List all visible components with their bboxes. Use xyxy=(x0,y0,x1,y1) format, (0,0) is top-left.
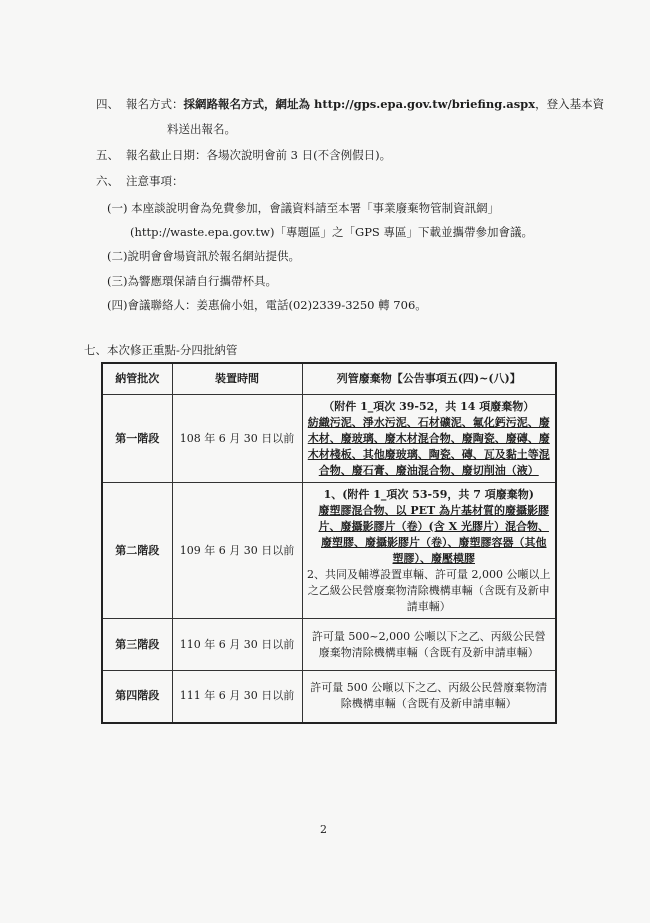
header-install-time: 裝置時間 xyxy=(172,363,302,395)
item7-label: 七、 xyxy=(84,343,107,357)
note4: (四)會議聯絡人：姜惠倫小姐，電話(02)2339-3250 轉 706。 xyxy=(107,298,427,312)
table-header-row xyxy=(102,363,556,395)
item7-text: 本次修正重點-分四批納管 xyxy=(107,343,238,357)
vehicle-rule: 許可量 500~2,000 公噸以下之乙、丙級公民營廢棄物清除機構車輛（含既有及新申請車輛） xyxy=(302,619,556,671)
stage-cell: 第四階段 xyxy=(102,671,172,723)
header-batch: 納管批次 xyxy=(102,363,172,395)
stage-cell: 第二階段 xyxy=(102,483,172,619)
table-row xyxy=(102,483,556,619)
page-number: 2 xyxy=(320,823,327,836)
item5-label: 五、 xyxy=(96,148,119,162)
waste-cell xyxy=(302,483,556,619)
table-row xyxy=(102,395,556,483)
item4-line1 xyxy=(126,97,604,111)
waste-attachment-ref: （附件 1_項次 39-52，共 14 項廢棄物） xyxy=(323,399,535,413)
item4-url-text: 採網路報名方式，網址為 http://gps.epa.gov.tw/briefing.aspx xyxy=(183,97,536,111)
stage-cell: 第一階段 xyxy=(102,395,172,483)
item4-prefix: 報名方式： xyxy=(126,97,184,111)
waste-attachment-ref: 1、(附件 1_項次 53-59，共 7 項廢棄物) xyxy=(323,487,534,501)
header-controlled-waste: 列管廢棄物【公告事項五(四)~(八)】 xyxy=(302,363,556,395)
schedule-table xyxy=(101,362,557,724)
item5-text: 報名截止日期：各場次說明會前 3 日(不含例假日)。 xyxy=(126,148,392,162)
vehicle-rule: 2、共同及輔導設置車輛、許可量 2,000 公噸以上之乙級公民營廢棄物清除機構車輛（含既有及新申請車輛） xyxy=(307,567,551,613)
date-cell: 111 年 6 月 30 日以前 xyxy=(172,671,302,723)
vehicle-rule: 許可量 500 公噸以下之乙、丙級公民營廢棄物清除機構車輛（含既有及新申請車輛） xyxy=(302,671,556,723)
note1-line2: (http://waste.epa.gov.tw)「專題區」之「GPS 專區」下載並攜帶參加會議。 xyxy=(130,225,533,239)
note1-line1: (一) 本座談說明會為免費參加，會議資料請至本署「事業廢棄物管制資訊網」 xyxy=(107,201,500,215)
item6-label: 六、 xyxy=(96,174,119,188)
date-cell: 109 年 6 月 30 日以前 xyxy=(172,483,302,619)
table-row xyxy=(102,671,556,723)
date-cell: 108 年 6 月 30 日以前 xyxy=(172,395,302,483)
date-cell: 110 年 6 月 30 日以前 xyxy=(172,619,302,671)
item6-text: 注意事項： xyxy=(126,174,184,188)
note2: (二)說明會會場資訊於報名網站提供。 xyxy=(107,249,300,263)
table-row xyxy=(102,619,556,671)
waste-list: 廢塑膠混合物、以 PET 為片基材質的廢攝影膠片、廢攝影膠片（卷）(含 X 光膠片）混合物、廢塑膠、廢攝影膠片（卷）、廢塑膠容器（其他塑膠）、廢壓模膠 xyxy=(318,503,549,565)
item4-label: 四、 xyxy=(96,97,119,111)
waste-cell xyxy=(302,395,556,483)
waste-list: 紡織污泥、淨水污泥、石材礦泥、氟化鈣污泥、廢木材、廢玻璃、廢木材混合物、廢陶瓷、廢磚、廢木材棧板、其他廢玻璃、陶瓷、磚、瓦及黏土等混合物、廢石膏、廢油混合物、廢切削油（液） xyxy=(307,415,550,477)
item4-suffix: ，登入基本資 xyxy=(535,97,605,111)
item4-line2: 料送出報名。 xyxy=(167,122,236,136)
note3: (三)為響應環保請自行攜帶杯具。 xyxy=(107,274,277,288)
stage-cell: 第三階段 xyxy=(102,619,172,671)
